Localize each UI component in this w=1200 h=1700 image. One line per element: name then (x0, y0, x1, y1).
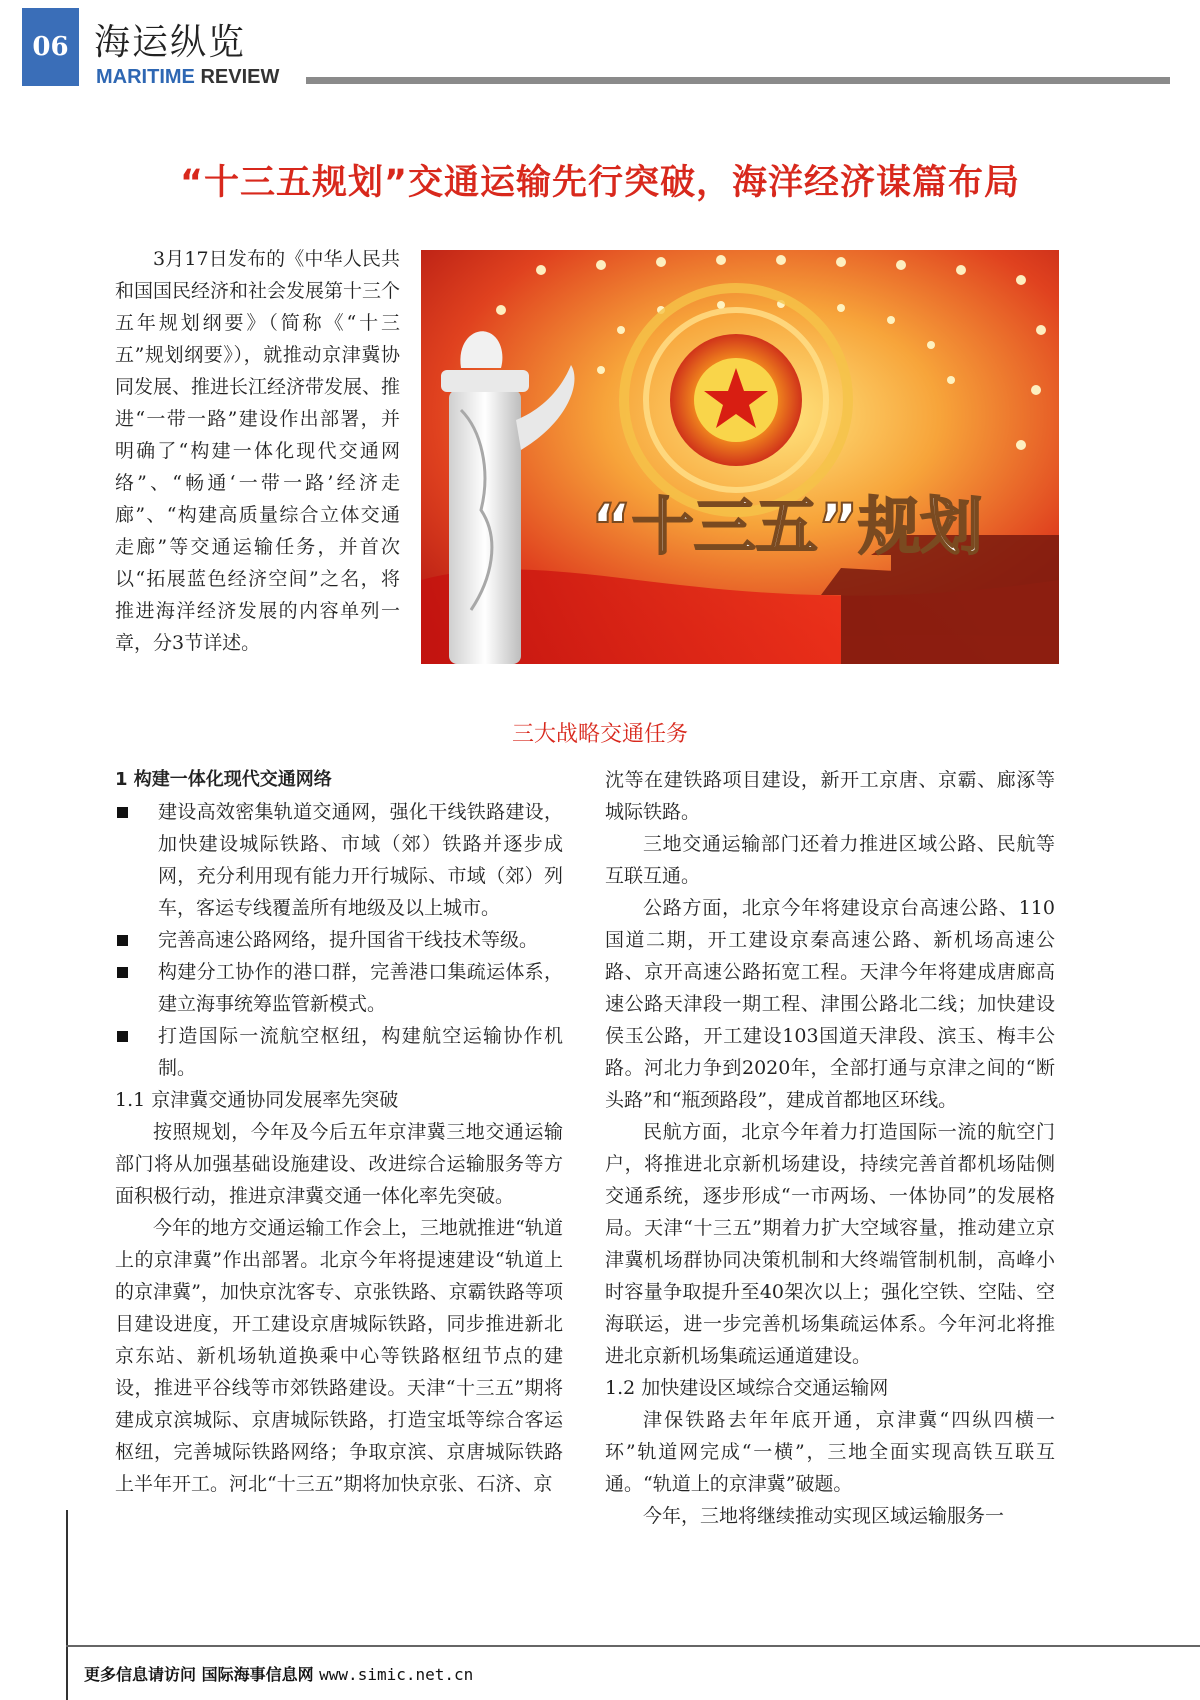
paragraph: 公路方面，北京今年将建设京台高速公路、110国道二期，开工建设京秦高速公路、新机场高速公路、京开高速公路拓宽工程。天津今年将建成唐廊高速公路天津段一期工程、津围公路北二线；加快建设侯玉公路，开工建设103国道天津段、滨玉、梅丰公路。河北力争到2020年，全部打通与京津之间的“断头路”和“瓶颈路段”，建成首都地区环线。 (605, 897, 1055, 1111)
page-number: 06 (22, 8, 79, 86)
footer-url[interactable]: www.simic.net.cn (319, 1665, 474, 1684)
hero-caption: “十三五”规划 (591, 490, 983, 563)
footer-label: 更多信息请访问 国际海事信息网 (84, 1665, 314, 1684)
section-heading: 三大战略交通任务 (511, 722, 688, 747)
magazine-title-en-part1: MARITIME (96, 66, 195, 88)
article-title: “十三五规划”交通运输先行突破，海洋经济谋篇布局 (179, 163, 1020, 203)
footer-rule (66, 1645, 1200, 1647)
footer-vertical-rule (66, 1510, 68, 1700)
magazine-title-en (96, 66, 279, 89)
hero-image (421, 250, 1059, 664)
subheading-1-1: 1.1 京津冀交通协同发展率先突破 (115, 1089, 399, 1111)
paragraph: 按照规划，今年及今后五年京津冀三地交通运输部门将从加强基础设施建设、改进综合运输服务等方面积极行动，推进京津冀交通一体化率先突破。 (115, 1121, 563, 1207)
left-column (115, 764, 563, 1500)
right-column (605, 764, 1055, 1532)
footer-text (84, 1662, 473, 1685)
paragraph-continued: 沈等在建铁路项目建设，新开工京唐、京霸、廊涿等城际铁路。 (605, 769, 1055, 823)
magazine-title-en-part2: REVIEW (200, 66, 280, 88)
heading-1: 1 构建一体化现代交通网络 (115, 769, 332, 790)
subheading-1-2: 1.2 加快建设区域综合交通运输网 (605, 1377, 889, 1399)
paragraph: 今年，三地将继续推动实现区域运输服务一 (643, 1505, 1005, 1527)
article-intro: 3月17日发布的《中华人民共和国国民经济和社会发展第十三个五年规划纲要》（简称《“十三五”规划纲要》），就推动京津冀协同发展、推进长江经济带发展、推进“一带一路”建设作出部署，并明确了“构建一体化现代交通网络”、“畅通‘一带一路’经济走廊”、“构建高质量综合立体交通走廊”等交通运输任务，并首次以“拓展蓝色经济空间”之名，将推进海洋经济发展的内容单列一章，分3节详述。 (115, 248, 401, 654)
bullet-list (115, 796, 563, 1084)
bullet-item: 完善高速公路网络，提升国省干线技术等级。 (115, 924, 563, 956)
magazine-title-cn: 海运纵览 (94, 22, 247, 63)
paragraph: 三地交通运输部门还着力推进区域公路、民航等互联互通。 (605, 833, 1055, 887)
paragraph: 今年的地方交通运输工作会上，三地就推进“轨道上的京津冀”作出部署。北京今年将提速建设“轨道上的京津冀”，加快京沈客专、京张铁路、京霸铁路等项目建设进度，开工建设京唐城际铁路，同步推进新北京东站、新机场轨道换乘中心等铁路枢纽节点的建设，推进平谷线等市郊铁路建设。天津“十三五”期将建成京滨城际、京唐城际铁路，打造宝坻等综合客运枢纽，完善城际铁路网络；争取京滨、京唐城际铁路上半年开工。河北“十三五”期将加快京张、石济、京 (115, 1217, 563, 1495)
bullet-item: 打造国际一流航空枢纽，构建航空运输协作机制。 (115, 1020, 563, 1084)
paragraph: 民航方面，北京今年着力打造国际一流的航空门户，将推进北京新机场建设，持续完善首都机场陆侧交通系统，逐步形成“一市两场、一体协同”的发展格局。天津“十三五”期着力扩大空域容量，推动建立京津冀机场群协同决策机制和大终端管制机制，高峰小时容量争取提升至40架次以上；强化空铁、空陆、空海联运，进一步完善机场集疏运体系。今年河北将推进北京新机场集疏运通道建设。 (605, 1121, 1055, 1367)
bullet-item: 构建分工协作的港口群，完善港口集疏运体系，建立海事统筹监管新模式。 (115, 956, 563, 1020)
paragraph: 津保铁路去年年底开通，京津冀“四纵四横一环”轨道网完成“一横”，三地全面实现高铁互联互通。“轨道上的京津冀”破题。 (605, 1409, 1055, 1495)
header-rule (306, 77, 1170, 84)
hero-illustration (421, 250, 1059, 664)
bullet-item: 建设高效密集轨道交通网，强化干线铁路建设，加快建设城际铁路、市域（郊）铁路并逐步成网，充分利用现有能力开行城际、市域（郊）列车，客运专线覆盖所有地级及以上城市。 (115, 796, 563, 924)
